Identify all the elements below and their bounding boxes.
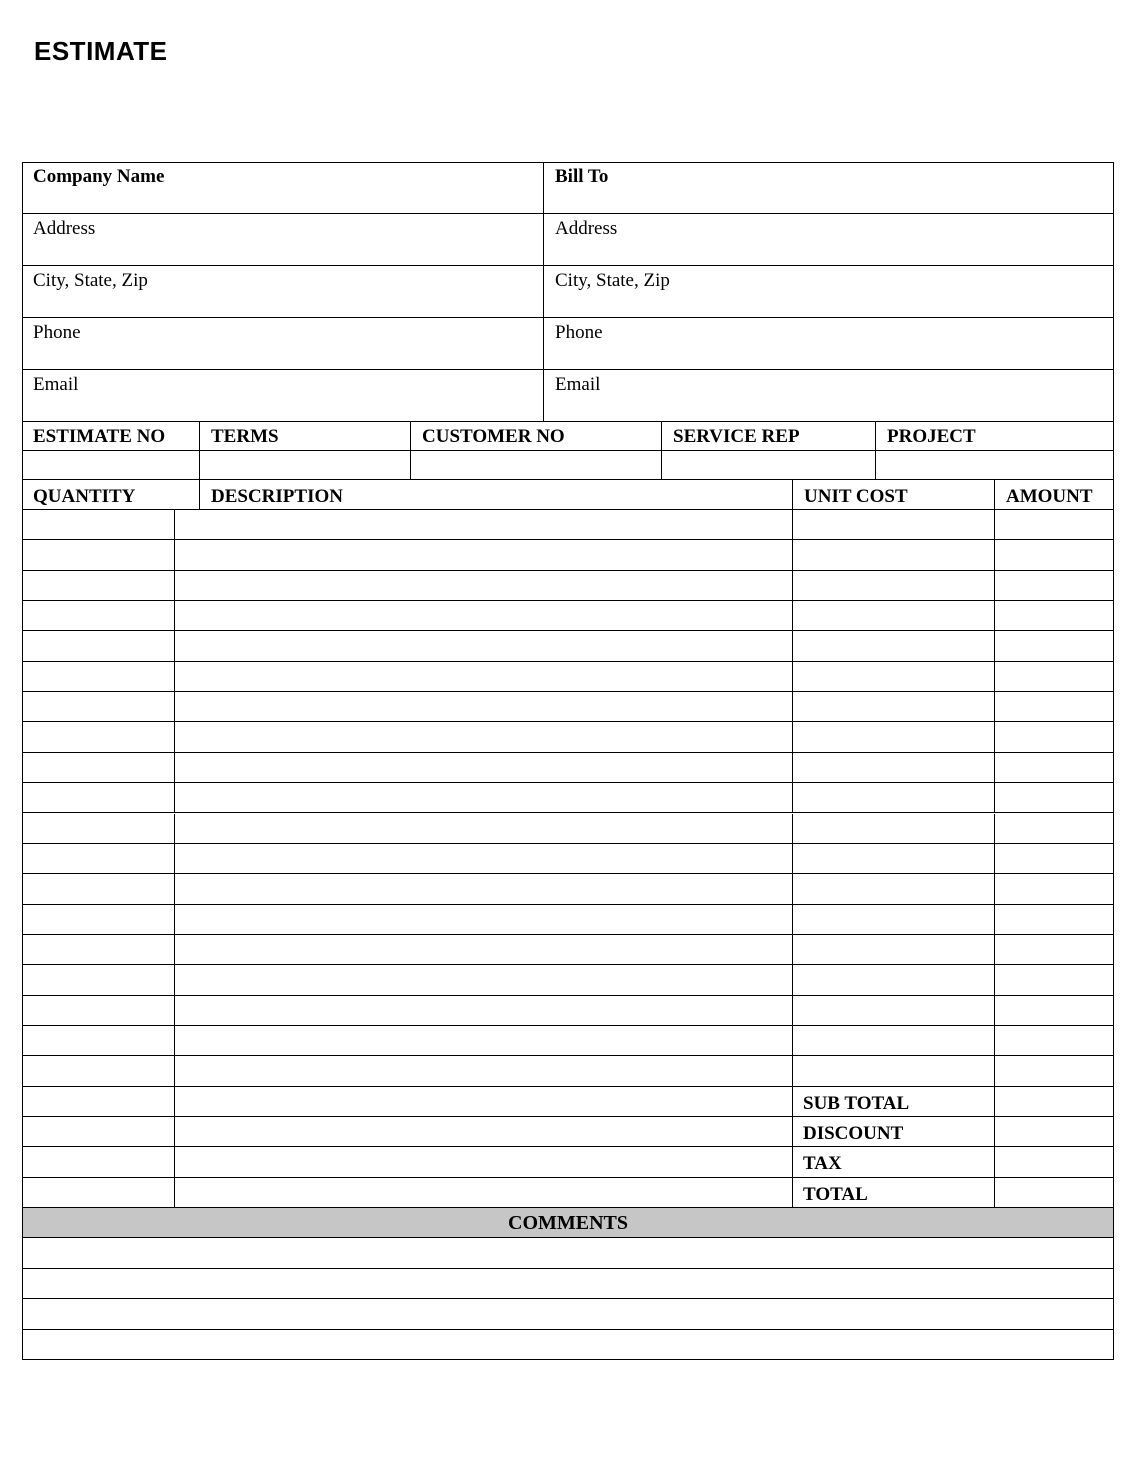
quantity-cell[interactable] — [22, 1056, 175, 1085]
company-email-label: Email — [33, 374, 79, 395]
item-row — [22, 601, 1114, 631]
service-rep-header — [662, 422, 876, 450]
amount-cell[interactable] — [995, 1147, 1114, 1176]
unit-cost-cell[interactable] — [793, 1056, 995, 1085]
amount-cell[interactable] — [995, 1026, 1114, 1055]
bill-to-phone-field[interactable] — [544, 318, 1114, 369]
bill-to-label: Bill To — [555, 166, 609, 187]
company-name-label: Company Name — [33, 166, 165, 187]
bill-to-city-label: City, State, Zip — [555, 270, 670, 291]
item-row — [22, 753, 1114, 783]
item-row — [22, 1147, 1114, 1177]
company-name-field[interactable] — [22, 162, 544, 213]
quantity-cell[interactable] — [22, 631, 175, 660]
description-cell[interactable] — [175, 1117, 793, 1146]
project-label: PROJECT — [887, 426, 976, 447]
item-row — [22, 662, 1114, 692]
quantity-cell[interactable] — [22, 935, 175, 964]
item-row — [22, 996, 1114, 1026]
bill-to-address-field[interactable] — [544, 214, 1114, 265]
amount-cell[interactable] — [995, 783, 1114, 812]
bill-to-phone-label: Phone — [555, 322, 603, 343]
description-cell[interactable] — [175, 753, 793, 782]
quantity-cell[interactable] — [22, 905, 175, 934]
description-cell[interactable] — [175, 510, 793, 539]
totals-label: TOTAL — [803, 1183, 868, 1205]
quantity-cell[interactable] — [22, 510, 175, 539]
amount-cell[interactable] — [995, 540, 1114, 569]
unit-cost-cell[interactable] — [793, 965, 995, 994]
quantity-cell[interactable] — [22, 1087, 175, 1116]
item-row — [22, 874, 1114, 904]
quantity-cell[interactable] — [22, 996, 175, 1025]
quantity-cell[interactable] — [22, 874, 175, 903]
address-row-address — [22, 214, 1114, 266]
quantity-header — [22, 480, 200, 509]
amount-cell[interactable] — [995, 753, 1114, 782]
item-row — [22, 783, 1114, 813]
description-cell[interactable] — [175, 1178, 793, 1207]
item-row — [22, 631, 1114, 661]
item-row — [22, 935, 1114, 965]
quantity-cell[interactable] — [22, 692, 175, 721]
totals-label-cell — [793, 1087, 995, 1116]
service-rep-label: SERVICE REP — [673, 426, 800, 447]
amount-cell[interactable] — [995, 601, 1114, 630]
unit-cost-cell[interactable] — [793, 935, 995, 964]
company-phone-label: Phone — [33, 322, 81, 343]
description-cell[interactable] — [175, 874, 793, 903]
quantity-cell[interactable] — [22, 540, 175, 569]
amount-cell[interactable] — [995, 814, 1114, 843]
unit-cost-cell[interactable] — [793, 631, 995, 660]
item-row — [22, 1117, 1114, 1147]
project-input[interactable] — [876, 451, 1114, 479]
unit-cost-header — [793, 480, 995, 509]
quantity-cell[interactable] — [22, 1178, 175, 1207]
estimate-no-label: ESTIMATE NO — [33, 426, 166, 447]
info-value-row — [22, 451, 1114, 480]
description-cell[interactable] — [175, 844, 793, 873]
comment-line[interactable] — [22, 1238, 1114, 1268]
description-cell[interactable] — [175, 722, 793, 751]
estimate-no-input[interactable] — [22, 451, 200, 479]
item-row — [22, 965, 1114, 995]
customer-no-input[interactable] — [411, 451, 662, 479]
quantity-cell[interactable] — [22, 722, 175, 751]
description-cell[interactable] — [175, 1056, 793, 1085]
item-row — [22, 722, 1114, 752]
company-email-field[interactable] — [22, 370, 544, 421]
description-cell[interactable] — [175, 996, 793, 1025]
amount-cell[interactable] — [995, 692, 1114, 721]
totals-label-cell — [793, 1147, 995, 1176]
description-label: DESCRIPTION — [211, 486, 343, 507]
amount-cell[interactable] — [995, 905, 1114, 934]
quantity-cell[interactable] — [22, 571, 175, 600]
totals-label-cell — [793, 1178, 995, 1207]
unit-cost-cell[interactable] — [793, 753, 995, 782]
description-cell[interactable] — [175, 935, 793, 964]
item-row — [22, 510, 1114, 540]
item-row — [22, 692, 1114, 722]
comment-line[interactable] — [22, 1299, 1114, 1329]
address-row-city — [22, 266, 1114, 318]
quantity-cell[interactable] — [22, 965, 175, 994]
amount-cell[interactable] — [995, 662, 1114, 691]
company-city-label: City, State, Zip — [33, 270, 148, 291]
amount-cell[interactable] — [995, 1178, 1114, 1207]
amount-cell[interactable] — [995, 631, 1114, 660]
unit-cost-cell[interactable] — [793, 783, 995, 812]
terms-label: TERMS — [211, 426, 279, 447]
totals-label: DISCOUNT — [803, 1123, 904, 1144]
company-address-label: Address — [33, 218, 96, 239]
description-header — [200, 480, 793, 509]
terms-header — [200, 422, 411, 450]
company-city-field[interactable] — [22, 266, 544, 317]
bill-to-city-field[interactable] — [544, 266, 1114, 317]
amount-cell[interactable] — [995, 996, 1114, 1025]
unit-cost-cell[interactable] — [793, 1026, 995, 1055]
unit-cost-cell[interactable] — [793, 510, 995, 539]
item-row — [22, 1056, 1114, 1086]
item-row — [22, 571, 1114, 601]
totals-label: TAX — [803, 1153, 842, 1175]
amount-cell[interactable] — [995, 722, 1114, 751]
unit-cost-cell[interactable] — [793, 874, 995, 903]
estimate-no-header — [22, 422, 200, 450]
unit-cost-cell[interactable] — [793, 814, 995, 843]
unit-cost-cell[interactable] — [793, 692, 995, 721]
terms-input[interactable] — [200, 451, 411, 479]
item-row — [22, 844, 1114, 874]
unit-cost-cell[interactable] — [793, 540, 995, 569]
address-row-phone — [22, 318, 1114, 370]
comment-line[interactable] — [22, 1330, 1114, 1360]
address-row-email — [22, 370, 1114, 422]
amount-cell[interactable] — [995, 844, 1114, 873]
unit-cost-cell[interactable] — [793, 571, 995, 600]
description-cell[interactable] — [175, 783, 793, 812]
comment-line[interactable] — [22, 1269, 1114, 1299]
description-cell[interactable] — [175, 601, 793, 630]
amount-cell[interactable] — [995, 935, 1114, 964]
quantity-cell[interactable] — [22, 1117, 175, 1146]
quantity-cell[interactable] — [22, 1026, 175, 1055]
description-cell[interactable] — [175, 662, 793, 691]
unit-cost-cell[interactable] — [793, 601, 995, 630]
amount-header — [995, 480, 1114, 509]
totals-label: SUB TOTAL — [803, 1092, 910, 1114]
item-row — [22, 814, 1114, 844]
description-cell[interactable] — [175, 814, 793, 843]
service-rep-input[interactable] — [662, 451, 876, 479]
quantity-cell[interactable] — [22, 753, 175, 782]
bill-to-email-field[interactable] — [544, 370, 1114, 421]
amount-cell[interactable] — [995, 965, 1114, 994]
amount-cell[interactable] — [995, 1056, 1114, 1085]
description-cell[interactable] — [175, 631, 793, 660]
company-phone-field[interactable] — [22, 318, 544, 369]
bill-to-address-label: Address — [555, 218, 618, 239]
project-header — [876, 422, 1114, 450]
item-row — [22, 905, 1114, 935]
item-row — [22, 1026, 1114, 1056]
address-row-name — [22, 162, 1114, 214]
amount-label: AMOUNT — [1006, 486, 1093, 507]
unit-cost-cell[interactable] — [793, 662, 995, 691]
description-cell[interactable] — [175, 540, 793, 569]
amount-cell[interactable] — [995, 1117, 1114, 1146]
quantity-cell[interactable] — [22, 601, 175, 630]
quantity-cell[interactable] — [22, 814, 175, 843]
description-cell[interactable] — [175, 1087, 793, 1116]
unit-cost-cell[interactable] — [793, 905, 995, 934]
customer-no-header — [411, 422, 662, 450]
item-row — [22, 540, 1114, 570]
quantity-cell[interactable] — [22, 844, 175, 873]
item-row — [22, 1087, 1114, 1117]
unit-cost-label: UNIT COST — [804, 486, 908, 507]
items-header-row — [22, 480, 1114, 510]
description-cell[interactable] — [175, 571, 793, 600]
comments-header — [22, 1208, 1114, 1238]
unit-cost-cell[interactable] — [793, 844, 995, 873]
description-cell[interactable] — [175, 1147, 793, 1176]
document-title: ESTIMATE — [34, 36, 168, 66]
comments-label: COMMENTS — [508, 1212, 628, 1235]
amount-cell[interactable] — [995, 1087, 1114, 1116]
amount-cell[interactable] — [995, 874, 1114, 903]
company-address-field[interactable] — [22, 214, 544, 265]
unit-cost-cell[interactable] — [793, 996, 995, 1025]
bill-to-email-label: Email — [555, 374, 601, 395]
quantity-label: QUANTITY — [33, 486, 136, 507]
customer-no-label: CUSTOMER NO — [422, 426, 565, 447]
description-cell[interactable] — [175, 1026, 793, 1055]
quantity-cell[interactable] — [22, 1147, 175, 1176]
item-row — [22, 1178, 1114, 1208]
amount-cell[interactable] — [995, 571, 1114, 600]
unit-cost-cell[interactable] — [793, 722, 995, 751]
info-header-row — [22, 422, 1114, 451]
bill-to-field[interactable] — [544, 162, 1114, 213]
totals-label-cell — [793, 1117, 995, 1146]
description-cell[interactable] — [175, 905, 793, 934]
quantity-cell[interactable] — [22, 662, 175, 691]
amount-cell[interactable] — [995, 510, 1114, 539]
description-cell[interactable] — [175, 692, 793, 721]
description-cell[interactable] — [175, 965, 793, 994]
quantity-cell[interactable] — [22, 783, 175, 812]
